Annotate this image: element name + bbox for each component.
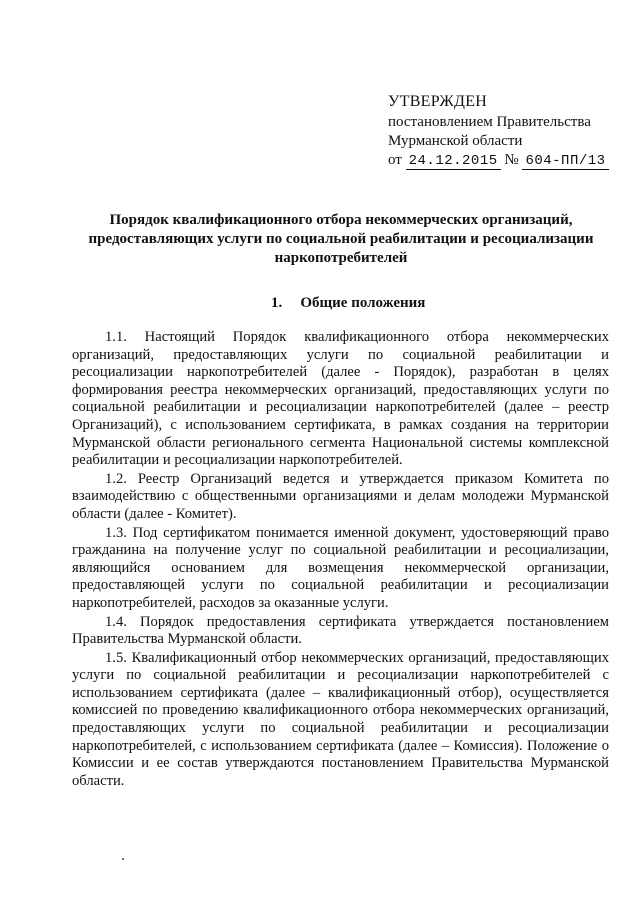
approval-line-2: Мурманской области xyxy=(388,133,523,149)
paragraph-1-4: 1.4. Порядок предоставления сертификата утверждается постановлением Правительства Мурманской области. xyxy=(72,613,609,648)
section-title: Общие положения xyxy=(300,295,426,311)
approval-from-prefix: от xyxy=(388,152,402,168)
approval-number: 604-ПП/13 xyxy=(522,153,608,170)
document-title-line-1: Порядок квалификационного отбора некоммерческих организаций, xyxy=(109,212,573,228)
approval-number-sign: № xyxy=(504,152,519,168)
approval-date-line xyxy=(388,151,628,171)
approval-date: 24.12.2015 xyxy=(406,153,501,170)
scan-speck xyxy=(122,858,124,860)
document-title-line-2: предоставляющих услуги по социальной реабилитации и ресоциализации xyxy=(88,231,594,247)
paragraph-1-2: 1.2. Реестр Организаций ведется и утверждается приказом Комитета по взаимодействию с общественными организациями и делам молодежи Мурманской области (далее - Комитет). xyxy=(72,470,609,522)
paragraph-1-5: 1.5. Квалификационный отбор некоммерческих организаций, предоставляющих услуги по социальной реабилитации и ресоциализации наркопотребителей с использованием сертификата (далее – квалификационный отбор), осуществляется комиссией по проведению квалификационного отбора некоммерческих организаций, предоставляющих услуги по социальной реабилитации и ресоциализации наркопотребителей, с использованием сертификата (далее – Комиссия). Положение о Комиссии и ее состав утверждаются постановлением Правительства Мурманской области. xyxy=(72,649,609,789)
approval-heading: УТВЕРЖДЕН xyxy=(388,93,488,110)
document-body xyxy=(72,329,609,791)
document-title-line-3: наркопотребителей xyxy=(274,250,408,266)
section-number: 1. xyxy=(270,295,283,311)
paragraph-1-1: 1.1. Настоящий Порядок квалификационного отбора некоммерческих организаций, предоставляющих услуги по социальной реабилитации и ресоциализации наркопотребителей (далее - Порядок), разработан в целях формирования реестра некоммерческих организаций, предоставляющих услуги по социальной реабилитации и ресоциализации наркопотребителей (далее – реестр Организаций), с использованием сертификата, в рамках создания на территории Мурманской области регионального сегмента Национальной системы комплексной реабилитации и ресоциализации наркопотребителей. xyxy=(72,329,609,469)
section-heading xyxy=(72,294,610,313)
paragraph-1-3: 1.3. Под сертификатом понимается именной документ, удостоверяющий право гражданина на получение услуг по социальной реабилитации и ресоциализации, являющийся основанием для возмещения некоммерческой организации, предоставляющей услуги по социальной реабилитации и ресоциализации наркопотребителей, расходов за оказанные услуги. xyxy=(72,524,609,611)
document-title xyxy=(72,211,610,268)
approval-line-1: постановлением Правительства xyxy=(388,114,591,130)
approval-stamp xyxy=(388,92,628,171)
